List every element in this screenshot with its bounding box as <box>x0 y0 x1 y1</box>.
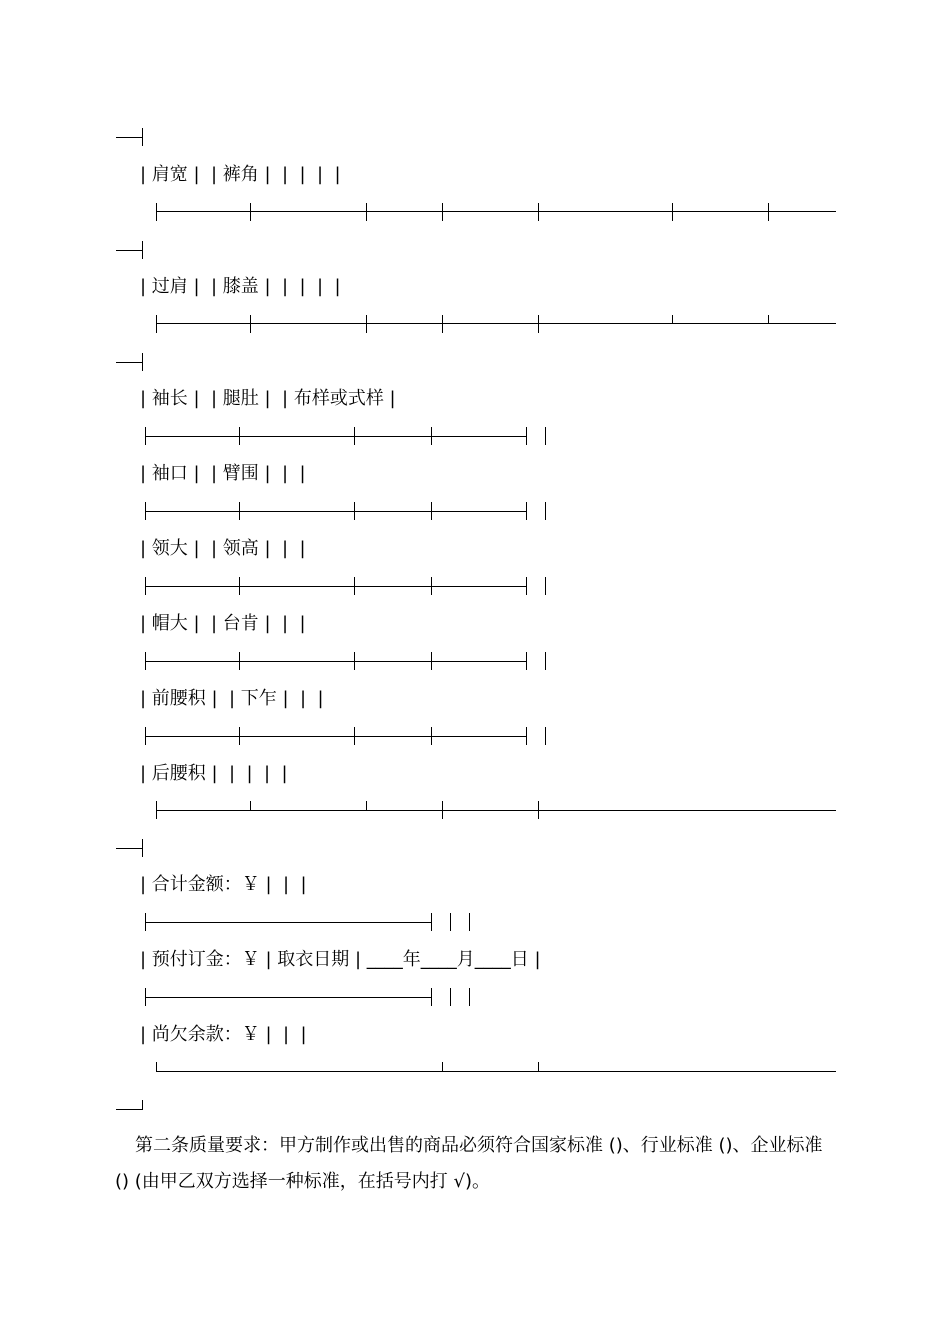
table-border <box>156 810 836 811</box>
table-row: | 前腰积 | | 下乍 | | | <box>140 688 324 709</box>
table-border <box>526 652 527 670</box>
table-border <box>142 839 143 857</box>
table-border <box>145 727 146 745</box>
table-border <box>431 988 432 1006</box>
table-border <box>442 1062 443 1072</box>
table-border <box>145 661 526 662</box>
table-border <box>116 848 142 849</box>
table-border <box>526 502 527 520</box>
table-border <box>354 427 355 445</box>
table-border <box>526 727 527 745</box>
table-border <box>156 211 836 212</box>
table-border <box>768 203 769 221</box>
table-border <box>239 502 240 520</box>
table-border <box>116 137 142 138</box>
table-border <box>145 577 146 595</box>
table-border <box>431 502 432 520</box>
table-border <box>156 315 157 333</box>
table-row: | 后腰积 | | | | | <box>140 763 288 784</box>
table-border <box>354 502 355 520</box>
table-border <box>545 427 546 445</box>
table-border <box>469 913 470 931</box>
clause-2-quality: 第二条质量要求：甲方制作或出售的商品必须符合国家标准 ()、行业标准 ()、企业标准 () (由甲乙双方选择一种标准，在括号内打 √)。 <box>115 1135 823 1192</box>
table-border <box>672 203 673 221</box>
table-border <box>545 577 546 595</box>
table-row: | 袖口 | | 臂围 | | | <box>140 463 306 484</box>
table-border <box>116 1109 142 1110</box>
table-border <box>250 315 251 333</box>
table-border <box>142 241 143 259</box>
table-row: | 帽大 | | 台肯 | | | <box>140 613 306 634</box>
table-border <box>156 1062 157 1072</box>
table-border <box>538 1062 539 1072</box>
table-border <box>442 315 443 333</box>
table-border <box>366 315 367 333</box>
table-border <box>116 250 142 251</box>
table-border <box>431 652 432 670</box>
table-border <box>672 315 673 324</box>
table-border <box>145 736 526 737</box>
deposit-row: | 预付订金：￥ | 取衣日期 | ____年____月____日 | <box>140 949 541 970</box>
table-border <box>145 652 146 670</box>
table-border <box>145 427 146 445</box>
table-border <box>354 727 355 745</box>
table-border <box>354 652 355 670</box>
table-border <box>142 1100 143 1110</box>
table-border <box>156 801 157 819</box>
table-border <box>239 427 240 445</box>
table-border <box>145 988 146 1006</box>
table-border <box>545 652 546 670</box>
table-row: | 过肩 | | 膝盖 | | | | | <box>140 276 341 297</box>
table-border <box>145 436 526 437</box>
table-border <box>450 988 451 1006</box>
table-border <box>526 427 527 445</box>
total-amount-row: | 合计金额：￥ | | | <box>140 874 307 895</box>
table-row: | 肩宽 | | 裤角 | | | | | <box>140 164 341 185</box>
table-border <box>354 577 355 595</box>
table-border <box>156 203 157 221</box>
table-border <box>250 801 251 810</box>
table-border <box>442 801 443 819</box>
table-border <box>145 511 526 512</box>
table-border <box>145 913 146 931</box>
table-border <box>450 913 451 931</box>
balance-row: | 尚欠余款：￥ | | | <box>140 1024 307 1045</box>
table-border <box>116 362 142 363</box>
table-border <box>442 203 443 221</box>
table-border <box>431 913 432 931</box>
table-border <box>156 1071 836 1072</box>
table-border <box>239 577 240 595</box>
table-border <box>431 577 432 595</box>
table-border <box>538 801 539 819</box>
table-border <box>538 315 539 333</box>
table-border <box>526 577 527 595</box>
table-row: | 袖长 | | 腿肚 | | 布样或式样 | <box>140 388 396 409</box>
table-border <box>239 727 240 745</box>
table-border <box>768 315 769 324</box>
table-border <box>366 203 367 221</box>
table-border <box>250 203 251 221</box>
table-border <box>145 922 431 923</box>
table-border <box>469 988 470 1006</box>
table-border <box>145 586 526 587</box>
table-border <box>145 997 431 998</box>
table-border <box>431 727 432 745</box>
table-border <box>142 128 143 146</box>
table-border <box>545 727 546 745</box>
table-border <box>156 323 836 324</box>
table-border <box>145 502 146 520</box>
table-border <box>239 652 240 670</box>
table-border <box>366 801 367 810</box>
table-border <box>538 203 539 221</box>
table-row: | 领大 | | 领高 | | | <box>140 538 306 559</box>
table-border <box>545 502 546 520</box>
table-border <box>431 427 432 445</box>
table-border <box>142 353 143 371</box>
